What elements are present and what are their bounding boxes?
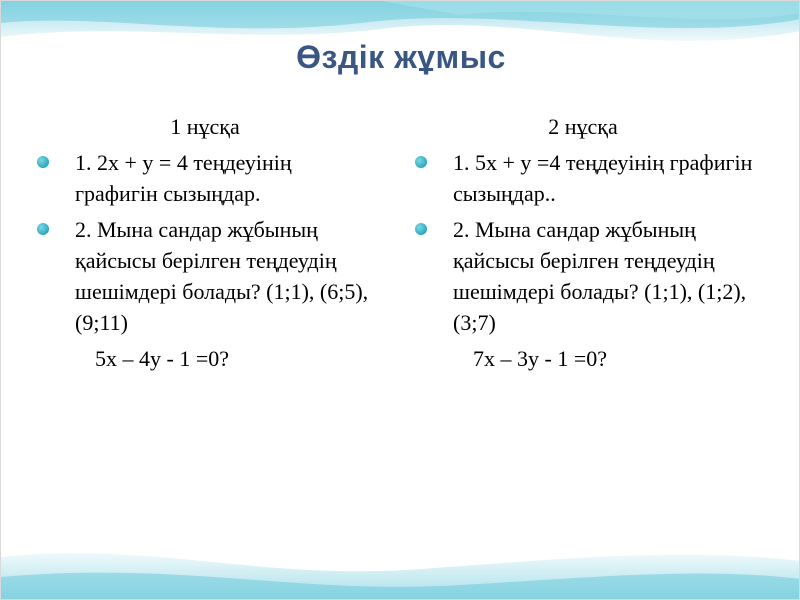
bullet-icon bbox=[37, 223, 49, 235]
variant-1-list bbox=[35, 147, 375, 338]
bullet-icon bbox=[37, 156, 49, 168]
variant-2-task-2: 2. Мына сандар жұбының қайсысы берілген теңдеудің шешімдері болады? (1;1), (1;2), (3;7) bbox=[453, 217, 747, 335]
slide-title: Өздік жұмыс bbox=[296, 39, 506, 75]
variant-2-column bbox=[413, 113, 753, 374]
variant-1-task-1: 1. 2х + у = 4 теңдеуінің графигін сызыңдар. bbox=[75, 150, 292, 206]
variant-1-header: 1 нұсқа bbox=[170, 114, 240, 139]
bottom-wave-decoration bbox=[1, 511, 800, 600]
list-item bbox=[413, 147, 753, 209]
list-item bbox=[413, 214, 753, 338]
bullet-icon bbox=[415, 223, 427, 235]
variant-1-task-2: 2. Мына сандар жұбының қайсысы берілген теңдеудің шешімдері болады? (1;1), (6;5), (9;11) bbox=[75, 217, 369, 335]
variant-1-equation: 5х – 4у - 1 =0? bbox=[95, 346, 229, 371]
list-item bbox=[35, 214, 375, 338]
variant-2-task-1: 1. 5х + у =4 теңдеуінің графигін сызыңдар.. bbox=[453, 150, 753, 206]
variant-1-column bbox=[35, 113, 375, 374]
variant-2-header: 2 нұсқа bbox=[548, 114, 618, 139]
list-item bbox=[35, 147, 375, 209]
variant-2-equation: 7х – 3у - 1 =0? bbox=[473, 346, 607, 371]
bullet-icon bbox=[415, 156, 427, 168]
variant-2-list bbox=[413, 147, 753, 338]
